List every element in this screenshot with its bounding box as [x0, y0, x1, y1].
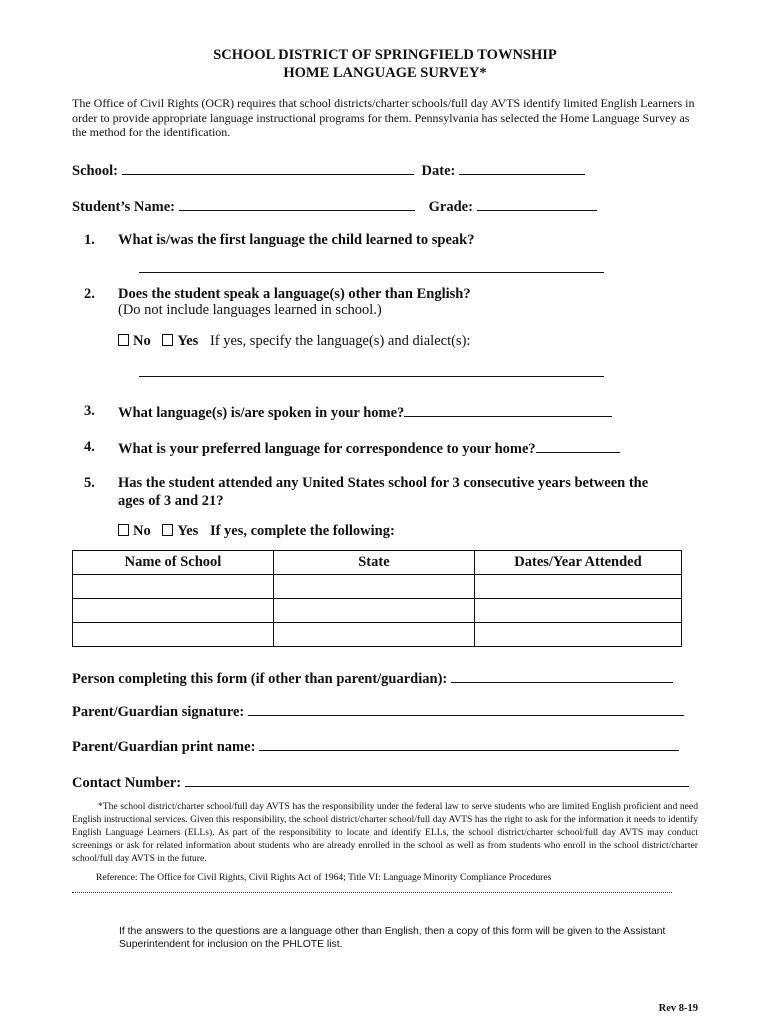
question-5-no-label: No	[133, 523, 151, 539]
question-2-yes-label: Yes	[177, 333, 199, 349]
question-3-row	[118, 402, 612, 422]
form-title: SCHOOL DISTRICT OF SPRINGFIELD TOWNSHIP	[213, 47, 557, 63]
grade-field[interactable]	[477, 196, 597, 211]
question-2-answer-line[interactable]	[139, 376, 604, 377]
table-cell[interactable]	[73, 623, 274, 647]
question-2-no-checkbox[interactable]	[118, 334, 129, 346]
question-2-text: Does the student speak a language(s) other than English?	[118, 286, 471, 302]
school-label: School:	[72, 163, 118, 179]
question-2-no-label: No	[133, 333, 151, 349]
question-4-number: 4.	[84, 439, 95, 455]
question-2-subtext: (Do not include languages learned in school.)	[118, 302, 382, 318]
column-header-name-of-school: Name of School	[73, 551, 274, 575]
question-1-number: 1.	[84, 232, 95, 248]
contact-number-label: Contact Number:	[72, 775, 182, 791]
phlote-note: If the answers to the questions are a language other than English, then a copy of this form will be given to the Assistant Superintendent for inclusion on the PHLOTE list.	[119, 926, 666, 950]
table-row	[73, 575, 682, 599]
parent-print-name-field[interactable]	[259, 736, 679, 751]
question-2-options	[118, 333, 470, 350]
student-name-label: Student’s Name:	[72, 199, 175, 215]
question-2-followup: If yes, specify the language(s) and dialect(s):	[209, 333, 471, 349]
question-5-followup: If yes, complete the following:	[209, 523, 395, 539]
schools-attended-table	[72, 550, 682, 647]
school-date-row	[72, 160, 585, 180]
question-5-yes-checkbox[interactable]	[162, 524, 173, 536]
table-cell[interactable]	[273, 599, 474, 623]
intro-paragraph: The Office of Civil Rights (OCR) requires that school districts/charter schools/full day AVTS identify limited English Learners in order to provide appropriate language instructional programs for them. Pennsylvania has selected the Home Language Survey as the method for the identification.	[72, 96, 695, 140]
table-cell[interactable]	[73, 599, 274, 623]
question-3-number: 3.	[84, 403, 95, 419]
student-name-field[interactable]	[179, 196, 415, 211]
parent-print-name-label: Parent/Guardian print name:	[72, 739, 256, 755]
table-cell[interactable]	[474, 623, 681, 647]
question-1-text: What is/was the first language the child learned to speak?	[118, 232, 475, 248]
question-5-no-checkbox[interactable]	[118, 524, 129, 536]
revision-label: Rev 8-19	[658, 1003, 698, 1014]
student-grade-row	[72, 196, 597, 216]
form-subtitle: HOME LANGUAGE SURVEY*	[283, 65, 487, 81]
person-completing-label: Person completing this form (if other than parent/guardian):	[72, 671, 448, 687]
question-5-number: 5.	[84, 475, 95, 491]
person-completing-field[interactable]	[451, 668, 673, 683]
table-row	[73, 599, 682, 623]
parent-signature-label: Parent/Guardian signature:	[72, 704, 245, 720]
question-5-yes-label: Yes	[177, 523, 199, 539]
parent-print-name-row	[72, 736, 679, 756]
table-cell[interactable]	[474, 599, 681, 623]
grade-label: Grade:	[428, 199, 473, 215]
question-5-options	[118, 523, 395, 540]
parent-signature-row	[72, 701, 684, 721]
reference-text: Reference: The Office for Civil Rights, Civil Rights Act of 1964; Title VI: Language Minority Compliance Procedures	[96, 872, 552, 883]
dotted-divider	[72, 892, 672, 893]
question-2-number: 2.	[84, 286, 95, 302]
school-field[interactable]	[122, 160, 414, 175]
table-cell[interactable]	[474, 575, 681, 599]
table-header-row	[73, 551, 682, 575]
table-row	[73, 623, 682, 647]
contact-number-row	[72, 772, 689, 792]
column-header-dates-attended: Dates/Year Attended	[474, 551, 681, 575]
table-cell[interactable]	[273, 623, 474, 647]
date-field[interactable]	[459, 160, 585, 175]
question-2-yes-checkbox[interactable]	[162, 334, 173, 346]
parent-signature-field[interactable]	[248, 701, 684, 716]
person-completing-row	[72, 668, 673, 688]
table-cell[interactable]	[273, 575, 474, 599]
question-5-text: Has the student attended any United States school for 3 consecutive years between the ages of 3 and 21?	[118, 475, 649, 509]
question-4-text: What is your preferred language for correspondence to your home?	[118, 441, 536, 457]
question-3-answer-line[interactable]	[404, 402, 612, 417]
footnote: *The school district/charter school/full day AVTS has the responsibility under the federal law to serve students who are limited English proficient and need English instructional services. Given this responsibility, the school district/charter school/full day AVTS has the right to ask for the information it needs to identify English Language Learners (ELLs). As part of the responsibility to locate and identify ELLs, the school district/charter school/full day AVTS may conduct screenings or ask for related information about students who are already enrolled in the school as well as from students who enroll in the school district/charter school/full day AVTS in the future.	[72, 801, 698, 864]
column-header-state: State	[273, 551, 474, 575]
question-4-row	[118, 438, 620, 458]
question-3-text: What language(s) is/are spoken in your home?	[118, 405, 405, 421]
question-4-answer-line[interactable]	[536, 438, 620, 453]
question-1-answer-line[interactable]	[139, 272, 604, 273]
date-label: Date:	[421, 163, 456, 179]
contact-number-field[interactable]	[185, 772, 689, 787]
table-cell[interactable]	[73, 575, 274, 599]
